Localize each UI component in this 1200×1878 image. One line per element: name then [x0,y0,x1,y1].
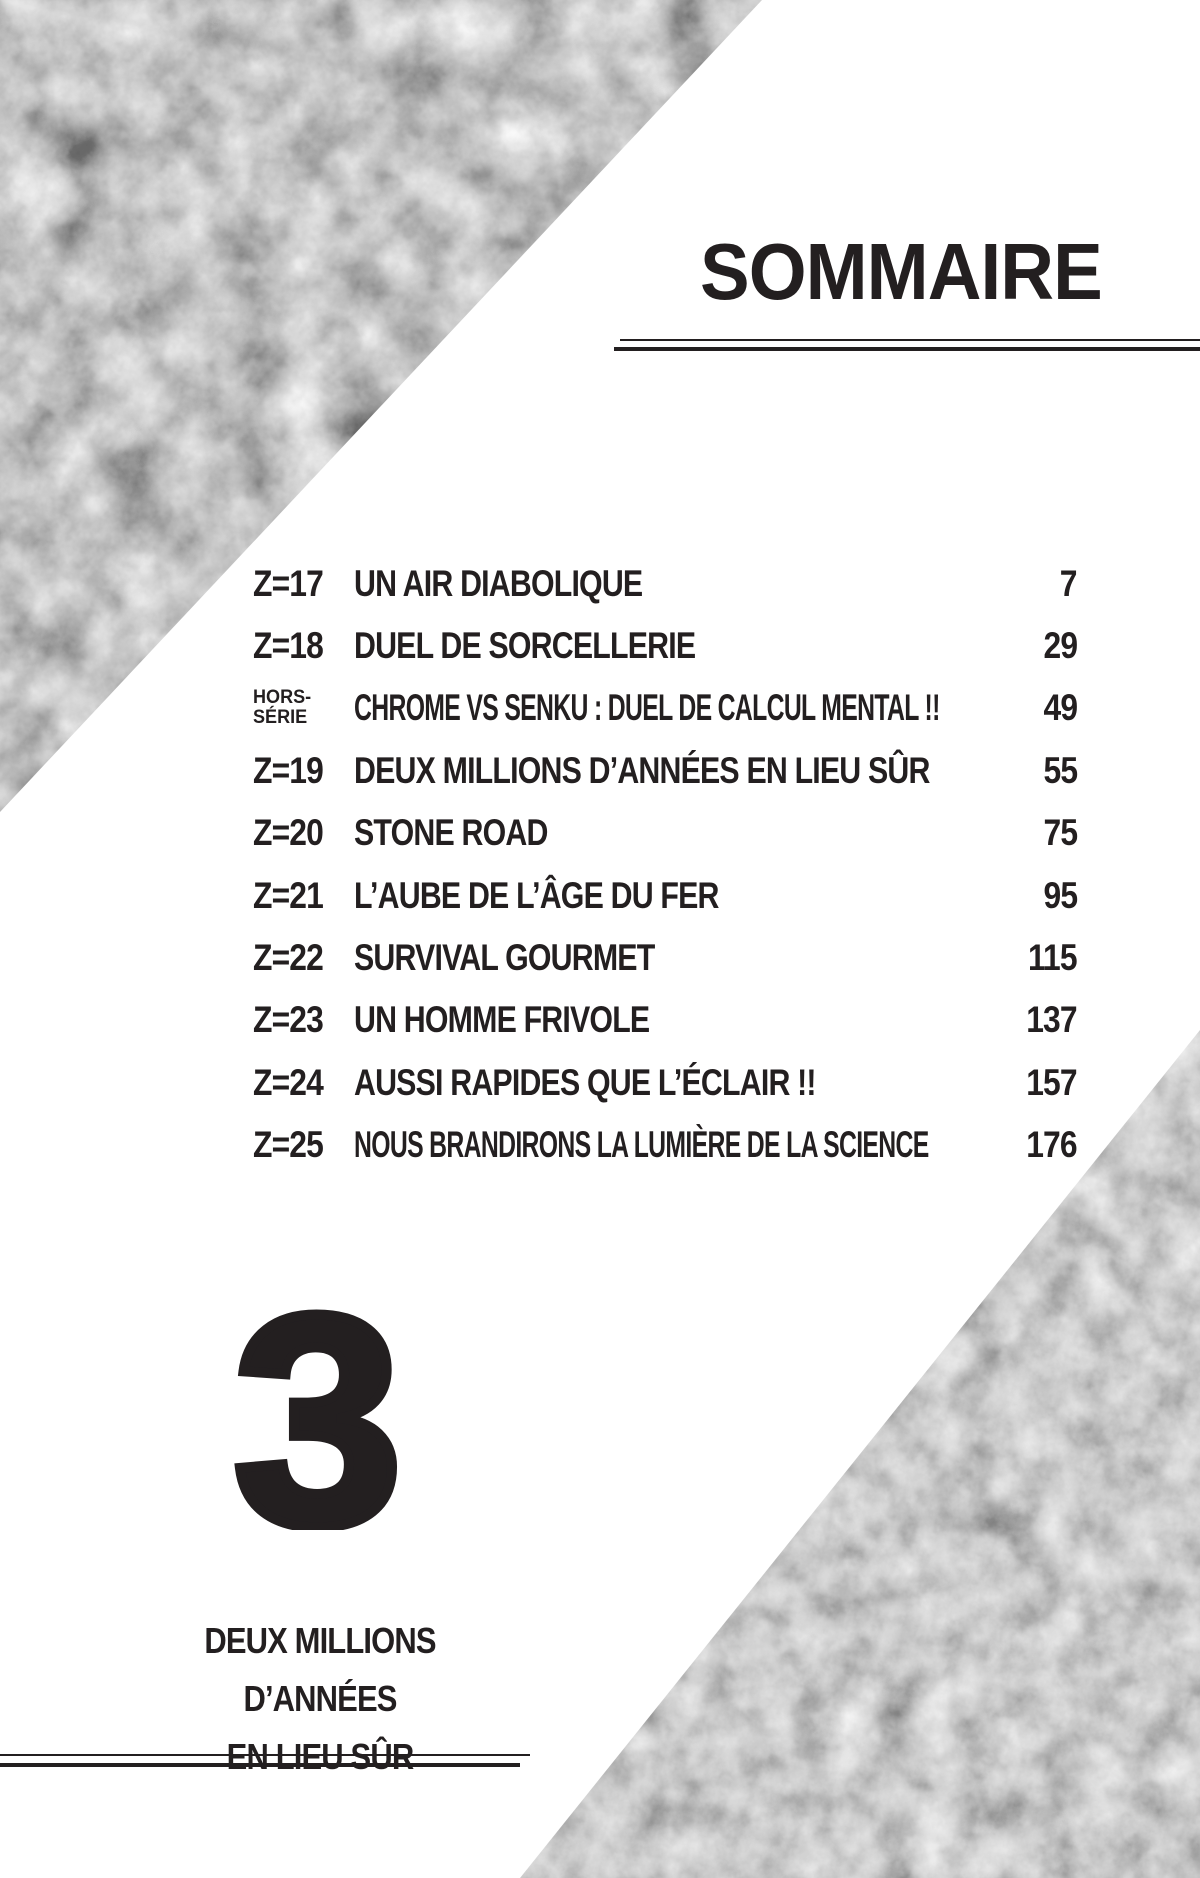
chapter-number: Z=25 [253,1124,323,1166]
chapter-page-number: 7 [1060,562,1077,604]
chapter-row [253,552,1077,614]
chapter-number: Z=24 [253,1061,323,1103]
contents-heading: SOMMAIRE [700,227,1102,316]
heading-rule-thin [620,339,1200,341]
footer-rule-thin [0,1754,530,1756]
chapter-title: L’AUBE DE L’ÂGE DU FER [354,874,719,916]
chapter-row [253,802,1077,864]
chapter-title: STONE ROAD [354,812,548,854]
chapter-number: Z=20 [253,812,323,854]
chapter-number: HORS- SÉRIE [253,687,312,728]
volume-subtitle: DEUX MILLIONS D’ANNÉES EN LIEU SÛR [204,1620,436,1777]
volume-number [228,1290,408,1530]
chapter-title: UN AIR DIABOLIQUE [354,562,643,604]
chapter-page-number: 55 [1043,749,1077,791]
chapter-page-number: 49 [1043,687,1077,729]
heading-rule-thick [614,347,1200,351]
chapter-page-number: 137 [1026,999,1077,1041]
chapter-row [253,677,1077,739]
chapter-row [253,1051,1077,1113]
chapter-number: Z=18 [253,625,323,667]
chapter-list [253,552,1077,1176]
chapter-row [253,1114,1077,1176]
chapter-row [253,989,1077,1051]
chapter-page-number: 115 [1028,937,1077,979]
chapter-title: DEUX MILLIONS D’ANNÉES EN LIEU SÛR [354,749,930,791]
chapter-page-number: 75 [1043,812,1077,854]
chapter-number: Z=17 [253,562,323,604]
chapter-number: Z=21 [253,874,323,916]
volume-number-glyph: 3 [233,1290,403,1530]
chapter-number: Z=19 [253,749,323,791]
chapter-number: Z=23 [253,999,323,1041]
chapter-page-number: 29 [1043,625,1077,667]
chapter-page-number: 176 [1026,1124,1077,1166]
chapter-title: UN HOMME FRIVOLE [354,999,650,1041]
chapter-page-number: 95 [1043,874,1077,916]
chapter-page-number: 157 [1026,1061,1077,1103]
chapter-number: Z=22 [253,937,323,979]
chapter-row [253,739,1077,801]
chapter-title: CHROME VS SENKU : DUEL DE CALCUL MENTAL !! [354,687,940,729]
footer-rule-thick [0,1763,520,1767]
chapter-title: SURVIVAL GOURMET [354,937,655,979]
chapter-title: NOUS BRANDIRONS LA LUMIÈRE DE LA SCIENCE [354,1124,929,1166]
chapter-row [253,864,1077,926]
chapter-row [253,614,1077,676]
chapter-row [253,926,1077,988]
chapter-title: DUEL DE SORCELLERIE [354,625,696,667]
chapter-title: AUSSI RAPIDES QUE L’ÉCLAIR !! [354,1061,816,1103]
